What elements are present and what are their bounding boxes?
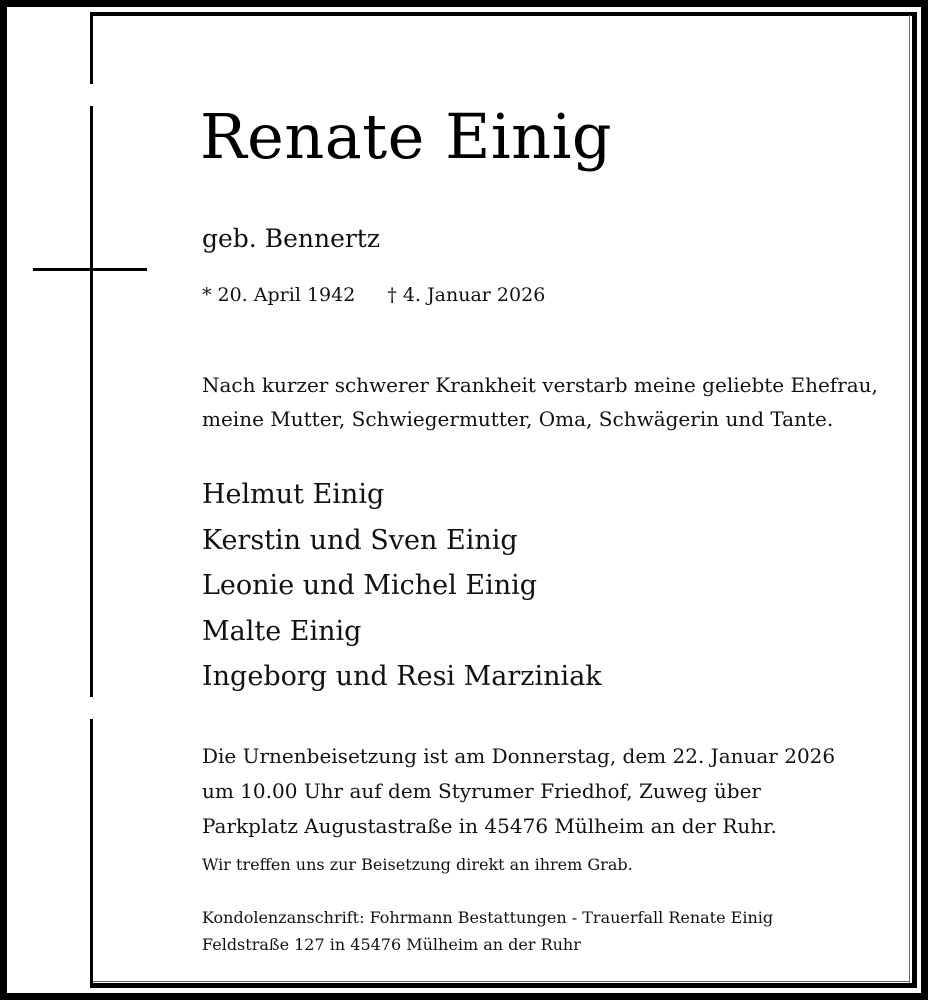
life-dates: [202, 284, 545, 306]
frame-top-line: [90, 12, 916, 16]
cross-icon-crossbar: [33, 268, 147, 271]
ceremony-line: Die Urnenbeisetzung ist am Donnerstag, dem 22. Januar 2026: [202, 744, 836, 768]
death-date: † 4. Januar 2026: [387, 284, 546, 306]
ceremony-details: [202, 739, 835, 844]
mourner-name: Helmut Einig: [202, 479, 385, 510]
condolence-line: Kondolenzanschrift: Fohrmann Bestattungen - Trauerfall Renate Einig: [202, 908, 774, 927]
condolence-line: Feldstraße 127 in 45476 Mülheim an der Ruhr: [202, 935, 581, 954]
frame-right-inner-line: [909, 15, 910, 985]
birth-date: * 20. April 1942: [202, 284, 356, 306]
cross-icon: [90, 106, 93, 697]
deceased-name: Renate Einig: [200, 100, 613, 173]
condolence-address: [202, 904, 773, 958]
maiden-name: geb. Bennertz: [202, 224, 381, 253]
intro-line: Nach kurzer schwerer Krankheit verstarb meine geliebte Ehefrau,: [202, 373, 878, 397]
burial-note: Wir treffen uns zur Beisetzung direkt an ihrem Grab.: [202, 855, 633, 874]
intro-line: meine Mutter, Schwiegermutter, Oma, Schwägerin und Tante.: [202, 407, 834, 431]
ceremony-line: um 10.00 Uhr auf dem Styrumer Friedhof, Zuweg über: [202, 779, 761, 803]
intro-text: [202, 368, 878, 436]
frame-bottom-line: [90, 983, 917, 988]
mourner-name: Ingeborg und Resi Marziniak: [202, 661, 602, 692]
frame-right-line: [912, 12, 917, 988]
frame-left-line-segment: [90, 719, 93, 988]
frame-bottom-inner-line: [92, 981, 910, 982]
mourner-name: Malte Einig: [202, 615, 362, 647]
frame-left-line-segment: [90, 12, 93, 84]
mourner-name: Leonie und Michel Einig: [202, 570, 538, 601]
mourners-list: [202, 472, 602, 700]
ceremony-line: Parkplatz Augustastraße in 45476 Mülheim an der Ruhr.: [202, 814, 777, 838]
mourner-name: Kerstin und Sven Einig: [202, 524, 518, 556]
